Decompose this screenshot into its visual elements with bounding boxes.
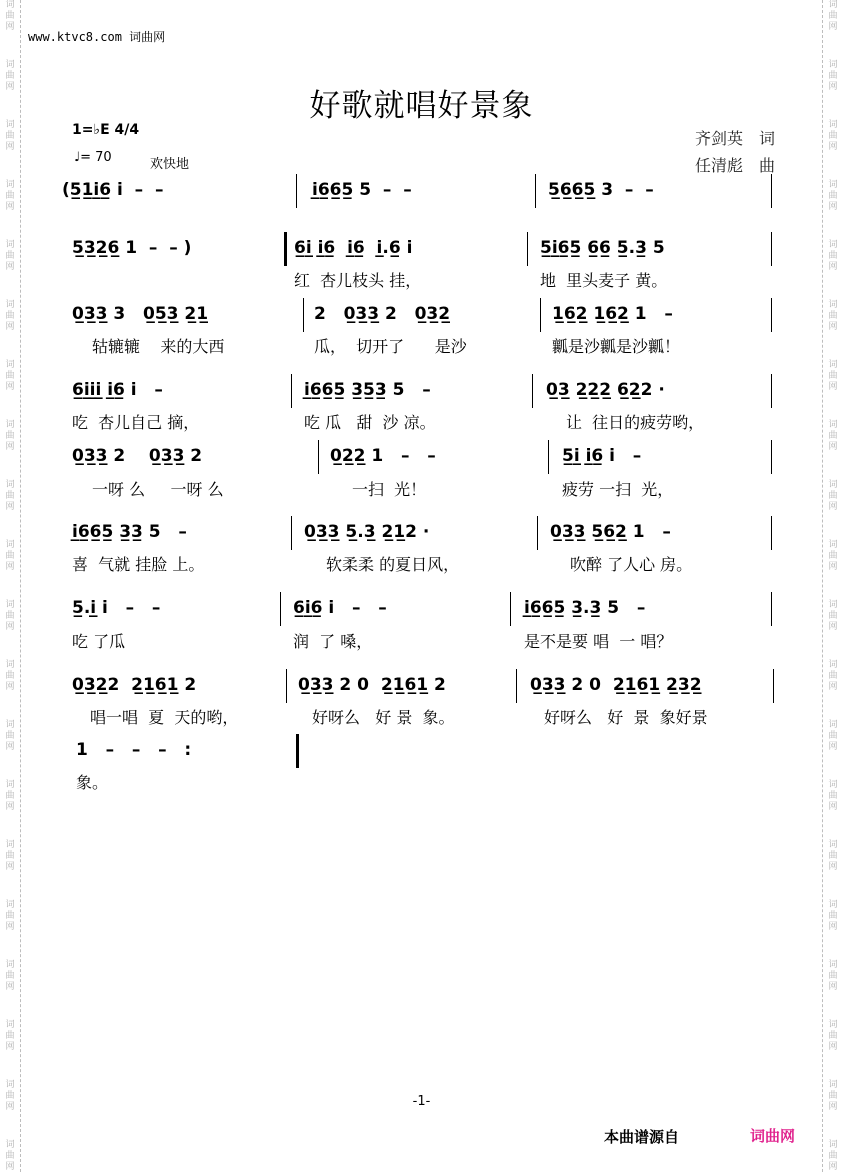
watermark-text: 词 曲 网 <box>5 120 15 152</box>
measure: 0̲3̲3̲ 2 0̲3̲3̲ 2 <box>72 446 203 466</box>
watermark-text: 词 曲 网 <box>5 0 15 32</box>
watermark-text: 词 曲 网 <box>5 720 15 752</box>
measure: 5̲.i̲ i – – <box>72 598 161 618</box>
barline <box>771 232 772 266</box>
lyric-line: 疲劳 一扫 光， <box>562 480 674 499</box>
lyric-line: 吃 了瓜 <box>72 632 126 651</box>
watermark-text: 词 曲 网 <box>828 1080 838 1112</box>
lyric-line: 唱一唱 夏 天的哟， <box>90 708 239 727</box>
watermark-text: 词 曲 网 <box>828 300 838 332</box>
lyric-line: 瓤是沙瓤是沙瓤！ <box>552 337 681 356</box>
lyric-line: 软柔柔 的夏日风， <box>326 555 460 574</box>
measure: 0̲3̲3̲ 2 0 2̲1̲6̲1̲ 2 <box>298 675 446 695</box>
lyric-line: 润 了 嗓， <box>293 632 373 651</box>
measure: 6̲i̲i̲i̲ i̲6̲ i – <box>72 380 163 400</box>
measure: 5̲3̲2̲6̲ 1 – – ) <box>72 238 192 258</box>
watermark-text: 词 曲 网 <box>828 480 838 512</box>
barline <box>318 440 319 474</box>
barline <box>771 592 772 626</box>
barline <box>280 592 281 626</box>
watermark-text: 词 曲 网 <box>828 1140 838 1172</box>
barline <box>537 516 538 550</box>
measure: 0̲3̲3̲ 5̲.3̲ 2̲1̲2 · <box>304 522 430 542</box>
watermark-text: 词 曲 网 <box>5 60 15 92</box>
watermark-text: 词 曲 网 <box>828 960 838 992</box>
measure: i̲6̲6̲5̲ 3̲3̲ 5 – <box>72 522 187 542</box>
page-number: -1- <box>412 1094 431 1109</box>
repeat-start-barline <box>284 232 287 266</box>
barline <box>773 669 774 703</box>
measure: 5̲6̲6̲5̲ 3 – – <box>548 180 654 200</box>
measure: 0̲2̲2̲ 1 – – <box>330 446 436 466</box>
watermark-text: 词 曲 网 <box>5 1140 15 1172</box>
barline <box>291 374 292 408</box>
watermark-text: 词 曲 网 <box>5 180 15 212</box>
lyric-line: 吹醉 了人心 房。 <box>570 555 693 574</box>
lyricist-credit: 齐剑英 词 <box>694 129 775 148</box>
measure: (5̲1̲i̲6̲ i – – <box>62 180 164 200</box>
left-watermark-strip <box>0 0 21 1172</box>
barline <box>516 669 517 703</box>
watermark-text: 词 曲 网 <box>828 60 838 92</box>
lyric-line: 象。 <box>76 773 109 792</box>
lyric-line: 好呀么 好 景 象。 <box>312 708 455 727</box>
repeat-end-barline <box>296 734 299 768</box>
barline <box>771 374 772 408</box>
right-watermark-strip <box>822 0 843 1172</box>
watermark-text: 词 曲 网 <box>828 0 838 32</box>
watermark-text: 词 曲 网 <box>5 780 15 812</box>
measure: 0̲3̲2̲2 2̲1̲6̲1̲ 2 <box>72 675 197 695</box>
measure: 5̲i̲6̲5̲ 6̲6̲ 5̲.3̲ 5 <box>540 238 665 258</box>
watermark-text: 词 曲 网 <box>828 180 838 212</box>
measure: 2 0̲3̲3̲ 2 0̲3̲2̲ <box>314 304 451 324</box>
watermark-text: 词 曲 网 <box>5 480 15 512</box>
source-brand-link[interactable]: 词曲网 <box>750 1127 796 1145</box>
barline <box>771 174 772 208</box>
lyric-line: 喜 气就 挂脸 上。 <box>72 555 205 574</box>
watermark-text: 词 曲 网 <box>5 540 15 572</box>
watermark-text: 词 曲 网 <box>828 660 838 692</box>
measure: 0̲3̲3̲ 5̲6̲2̲ 1 – <box>550 522 671 542</box>
barline <box>548 440 549 474</box>
tempo-mark: ♩= 70 <box>74 150 112 165</box>
lyric-line: 瓜， 切开了 是沙 <box>314 337 467 356</box>
watermark-text: 词 曲 网 <box>828 360 838 392</box>
measure: 1̲6̲2̲ 1̲6̲2̲ 1 – <box>552 304 673 324</box>
barline <box>296 174 297 208</box>
barline <box>286 669 287 703</box>
watermark-text: 词 曲 网 <box>5 420 15 452</box>
watermark-text: 词 曲 网 <box>5 840 15 872</box>
source-label: 本曲谱源自 <box>604 1128 680 1146</box>
watermark-text: 词 曲 网 <box>828 600 838 632</box>
measure: 5̲i̲ i̲6̲ i – <box>562 446 642 466</box>
barline <box>303 298 304 332</box>
watermark-text: 词 曲 网 <box>828 540 838 572</box>
watermark-text: 词 曲 网 <box>5 360 15 392</box>
lyric-line: 一呀 么 一呀 么 <box>92 480 224 499</box>
measure: 0̲3̲ 2̲2̲2̲ 6̲2̲2 · <box>546 380 665 400</box>
key-signature: 1=♭E 4/4 <box>72 122 140 138</box>
watermark-text: 词 曲 网 <box>828 780 838 812</box>
watermark-text: 词 曲 网 <box>828 120 838 152</box>
measure: 0̲3̲3̲ 2 0 2̲1̲6̲1̲ 2̲3̲2̲ <box>530 675 702 695</box>
watermark-text: 词 曲 网 <box>828 420 838 452</box>
barline <box>771 298 772 332</box>
lyric-line: 好呀么 好 景 象好景 <box>544 708 708 727</box>
barline <box>771 440 772 474</box>
lyric-line: 一扫 光！ <box>352 480 427 499</box>
measure: 6̲i̲ i̲6̲ i̲6̲ i̲.6̲ i <box>294 238 413 258</box>
watermark-text: 词 曲 网 <box>5 960 15 992</box>
measure: i̲6̲6̲5̲ 5 – – <box>312 180 412 200</box>
expression-mark: 欢快地 <box>150 157 190 172</box>
measure: 6̲i̲6̲ i – – <box>293 598 387 618</box>
watermark-text: 词 曲 网 <box>828 840 838 872</box>
watermark-text: 词 曲 网 <box>5 900 15 932</box>
lyric-line: 是不是要 唱 一 唱？ <box>524 632 673 651</box>
measure: 0̲3̲3̲ 3 0̲5̲3̲ 2̲1̲ <box>72 304 209 324</box>
lyric-line: 吃 杏儿自己 摘， <box>72 413 200 432</box>
watermark-text: 词 曲 网 <box>5 600 15 632</box>
barline <box>291 516 292 550</box>
watermark-text: 词 曲 网 <box>5 1080 15 1112</box>
composer-credit: 任清彪 曲 <box>694 156 775 175</box>
watermark-text: 词 曲 网 <box>828 720 838 752</box>
watermark-text: 词 曲 网 <box>5 1020 15 1052</box>
barline <box>535 174 536 208</box>
watermark-text: 词 曲 网 <box>5 660 15 692</box>
watermark-text: 词 曲 网 <box>828 1020 838 1052</box>
watermark-text: 词 曲 网 <box>5 240 15 272</box>
lyric-line: 轱辘辘 来的大西 <box>92 337 225 356</box>
measure: i̲6̲6̲5̲ 3̲.3̲ 5 – <box>524 598 646 618</box>
watermark-text: 词 曲 网 <box>5 300 15 332</box>
barline <box>532 374 533 408</box>
watermark-text: 词 曲 网 <box>828 900 838 932</box>
song-title: 好歌就唱好景象 <box>309 88 534 124</box>
measure: i̲6̲6̲5̲ 3̲5̲3̲ 5 – <box>304 380 431 400</box>
watermark-text: 词 曲 网 <box>828 240 838 272</box>
lyric-line: 让 往日的疲劳哟， <box>566 413 705 432</box>
lyric-line: 红 杏儿枝头 挂， <box>294 271 422 290</box>
barline <box>510 592 511 626</box>
barline <box>527 232 528 266</box>
measure: 1 – – – : <box>76 740 192 760</box>
barline <box>540 298 541 332</box>
site-url[interactable]: www.ktvc8.com 词曲网 <box>28 30 166 44</box>
barline <box>771 516 772 550</box>
lyric-line: 地 里头麦子 黄。 <box>540 271 668 290</box>
lyric-line: 吃 瓜 甜 沙 凉。 <box>304 413 436 432</box>
